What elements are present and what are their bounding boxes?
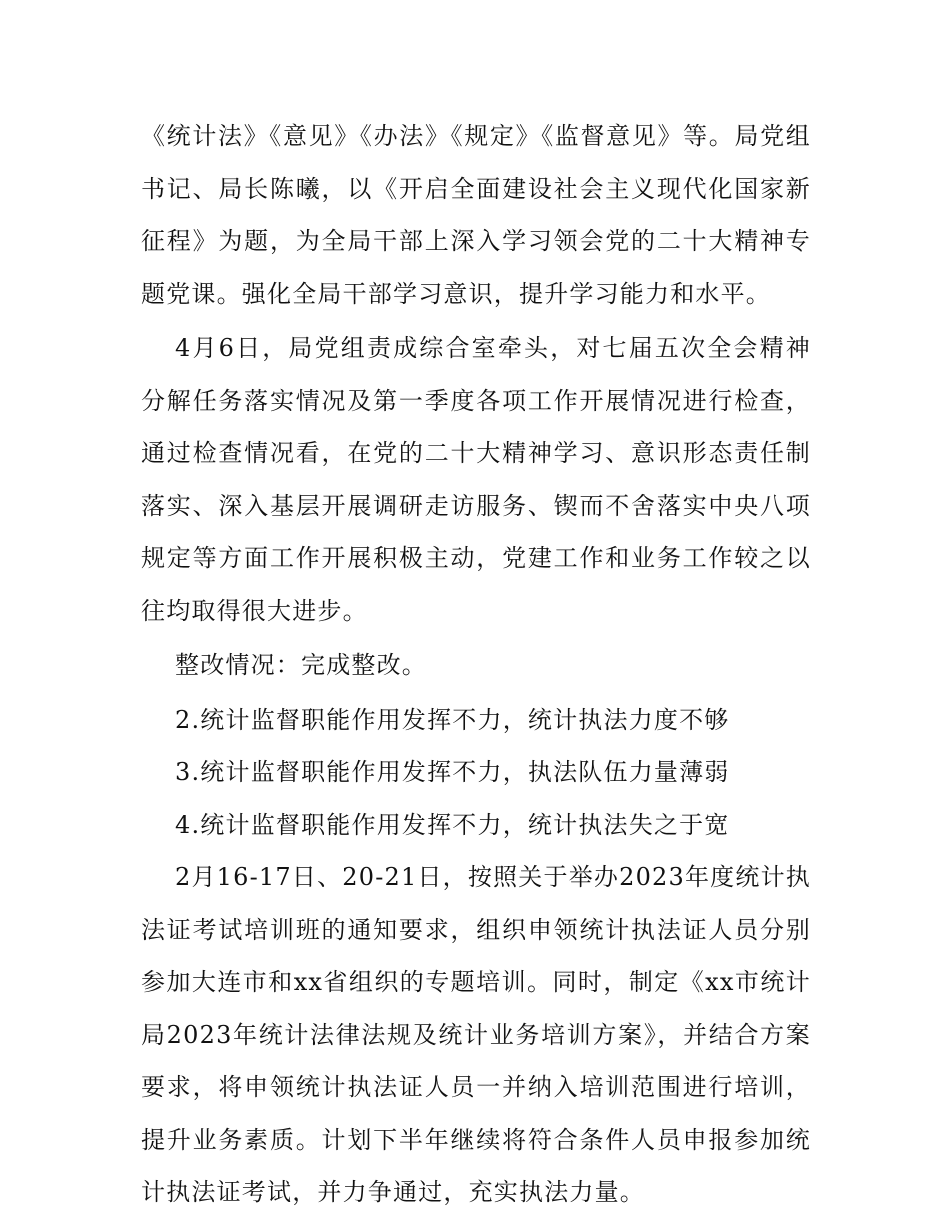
list-item-4: 4.统计监督职能作用发挥不力，统计执法失之于宽 (175, 810, 730, 839)
paragraph-rectification-status: 整改情况：完成整改。 (175, 651, 427, 679)
list-item-2: 2.统计监督职能作用发挥不力，统计执法力度不够 (175, 705, 730, 734)
paragraph-continuation: 《统计法》《意见》《办法》《规定》《监督意见》等。局党组书记、局长陈曦，以《开启全面建设社会主义现代化国家新征程》为题，为全局干部上深入学习领会党的二十大精神专题党课。强化全局干部学习意识，提升学习能力和水平。 (141, 122, 811, 308)
document-body (141, 110, 811, 1221)
list-item-3: 3.统计监督职能作用发挥不力，执法队伍力量薄弱 (175, 758, 730, 786)
paragraph-inspection: 4月6日，局党组责成综合室牵头，对七届五次全会精神分解任务落实情况及第一季度各项工作开展情况进行检查，通过检查情况看，在党的二十大精神学习、意识形态责任制落实、深入基层开展调研走访服务、锲而不舍落实中央八项规定等方面工作开展积极主动，党建工作和业务工作较之以往均取得很大进步。 (141, 334, 811, 625)
paragraph-training: 2月16-17日、20-21日，按照关于举办2023年度统计执法证考试培训班的通知要求，组织申领统计执法证人员分别参加大连市和xx省组织的专题培训。同时，制定《xx市统计局2023年统计法律法规及统计业务培训方案》，并结合方案要求，将申领统计执法证人员一并纳入培训范围进行培训，提升业务素质。计划下半年继续将符合条件人员申报参加统计执法证考试，并力争通过，充实执法力量。 (141, 863, 811, 1206)
